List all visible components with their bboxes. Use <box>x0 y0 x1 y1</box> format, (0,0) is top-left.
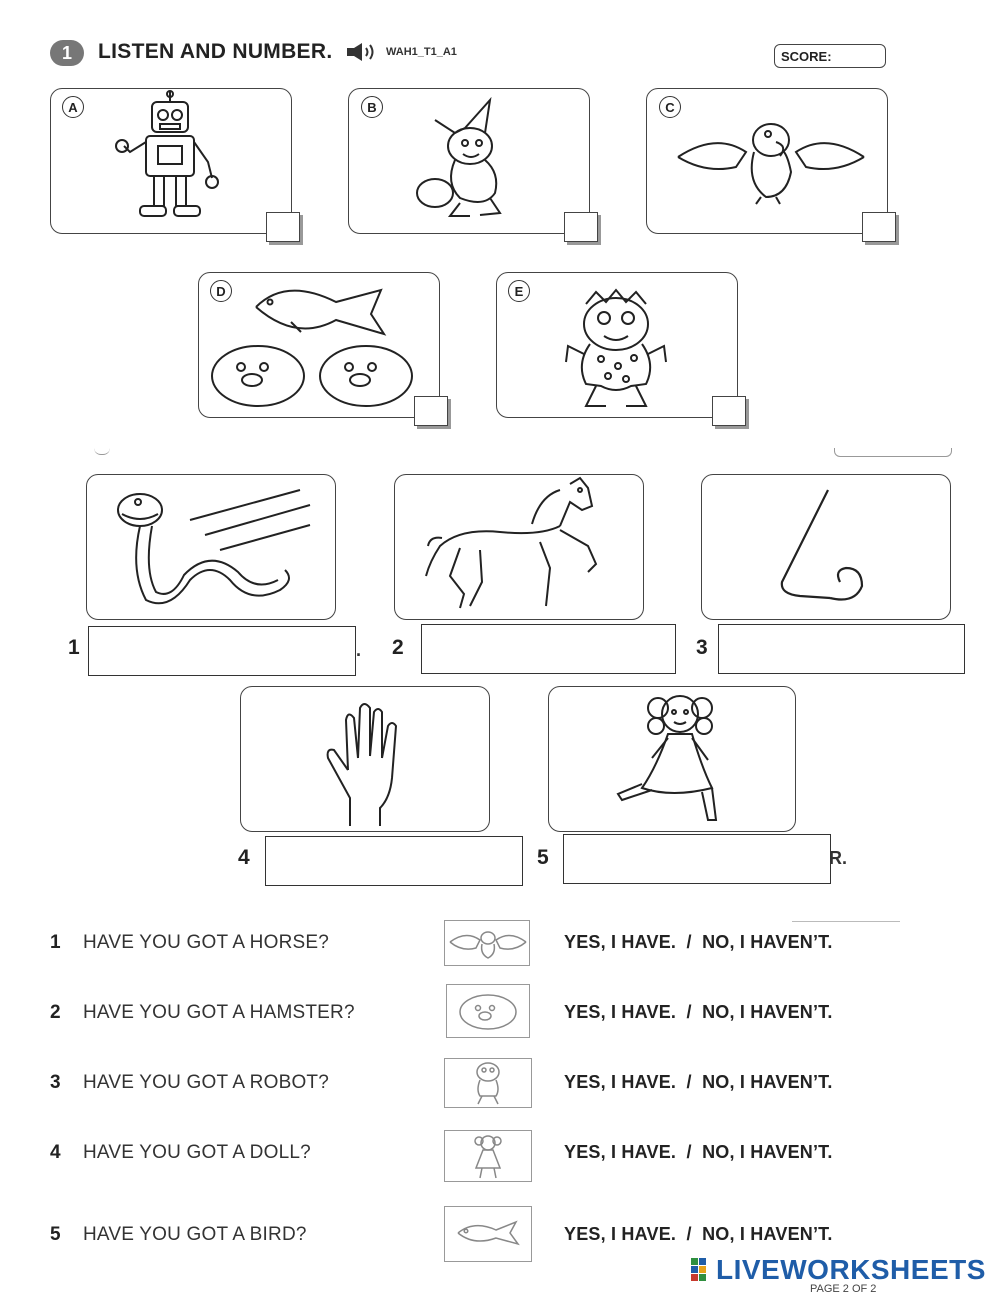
divider-line <box>792 921 900 922</box>
question-text: HAVE YOU GOT A HAMSTER? <box>83 1002 355 1023</box>
card-letter-a: A <box>62 96 84 118</box>
card-letter-c: C <box>659 96 681 118</box>
section-number-badge: 1 <box>50 40 84 66</box>
item-number-4: 4 <box>238 846 250 869</box>
nose-icon <box>770 486 870 611</box>
divider-line <box>94 448 110 455</box>
answer-field-3[interactable] <box>718 624 965 674</box>
snake-icon <box>110 480 320 620</box>
item-number-5: 5 <box>537 846 549 869</box>
trailing-text-5: R. <box>829 848 847 868</box>
item-number-1: 1 <box>68 636 80 659</box>
robot-icon <box>100 90 240 235</box>
card-letter-d: D <box>210 280 232 302</box>
card-letter-b: B <box>361 96 383 118</box>
question-number: 1 <box>50 932 61 953</box>
divider-line <box>834 448 952 457</box>
question-number: 3 <box>50 1072 61 1093</box>
answer-box-c[interactable] <box>862 212 896 242</box>
speaker-icon[interactable] <box>346 42 380 67</box>
question-text: HAVE YOU GOT A DOLL? <box>83 1142 311 1163</box>
parrot-thumb-icon <box>448 926 528 965</box>
logo-grid-icon <box>690 1257 716 1283</box>
answer-field-2[interactable] <box>421 624 676 674</box>
hand-icon <box>320 698 410 833</box>
answer-box-d[interactable] <box>414 396 448 426</box>
page-footer: PAGE 2 OF 2 <box>810 1283 877 1295</box>
monster-icon <box>556 284 676 419</box>
doll-icon <box>612 688 742 833</box>
audio-code: WAH1_T1_A1 <box>386 46 457 58</box>
yes-no-answer[interactable]: YES, I HAVE. / NO, I HAVEN’T. <box>564 1224 833 1244</box>
answer-field-4[interactable] <box>265 836 523 886</box>
doll-thumb-icon <box>468 1134 508 1185</box>
answer-field-5[interactable] <box>563 834 831 884</box>
liveworksheets-logo[interactable] <box>690 1254 986 1286</box>
fish-and-hamsters-icon <box>206 272 436 417</box>
horse-icon <box>420 476 620 621</box>
answer-box-e[interactable] <box>712 396 746 426</box>
item-number-3: 3 <box>696 636 708 659</box>
yes-no-answer[interactable]: YES, I HAVE. / NO, I HAVEN’T. <box>564 1142 833 1162</box>
hamster-thumb-icon <box>456 990 520 1037</box>
question-number: 2 <box>50 1002 61 1023</box>
logo-text: LIVEWORKSHEETS <box>716 1254 986 1285</box>
parrot-icon <box>676 112 866 212</box>
yes-no-answer[interactable]: YES, I HAVE. / NO, I HAVEN’T. <box>564 1072 833 1092</box>
question-text: HAVE YOU GOT A HORSE? <box>83 932 330 953</box>
section-title: LISTEN AND NUMBER. <box>98 40 333 63</box>
trailing-text-1: . <box>356 640 362 660</box>
question-number: 5 <box>50 1224 61 1245</box>
answer-field-1[interactable] <box>88 626 356 676</box>
question-text: HAVE YOU GOT A ROBOT? <box>83 1072 329 1093</box>
card-letter-e: E <box>508 280 530 302</box>
question-number: 4 <box>50 1142 61 1163</box>
answer-box-a[interactable] <box>266 212 300 242</box>
item-number-2: 2 <box>392 636 404 659</box>
yes-no-answer[interactable]: YES, I HAVE. / NO, I HAVEN’T. <box>564 1002 833 1022</box>
question-text: HAVE YOU GOT A BIRD? <box>83 1224 307 1245</box>
score-box: SCORE: <box>774 44 886 68</box>
fish-thumb-icon <box>454 1218 524 1253</box>
answer-box-b[interactable] <box>564 212 598 242</box>
rabbit-icon <box>405 98 515 228</box>
monster-thumb-icon <box>468 1060 508 1111</box>
yes-no-answer[interactable]: YES, I HAVE. / NO, I HAVEN’T. <box>564 932 833 952</box>
